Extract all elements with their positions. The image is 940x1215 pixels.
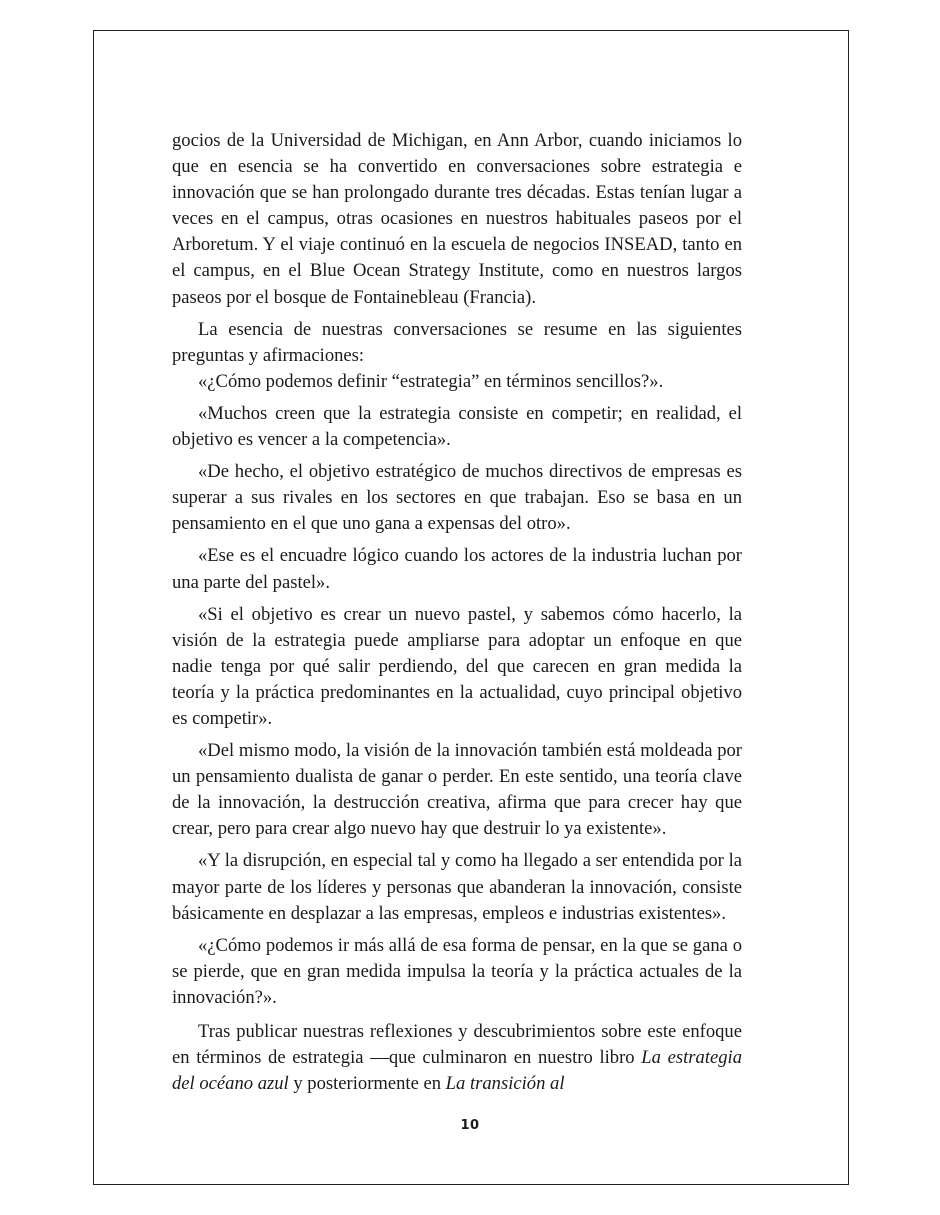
book-title: La estrategia del océano azul [172, 1047, 743, 1095]
paragraph: «Ese es el encuadre lógico cuando los actores de la industria luchan por una parte del pastel». [172, 545, 742, 593]
paragraph: «Del mismo modo, la visión de la innovación también está moldeada por un pensamiento dualista de ganar o perder. En este sentido, una teoría clave de la innovación, la destrucción creativa, afirma que para crecer hay que crear, pero para crear algo nuevo hay que destruir lo ya existente». [172, 740, 742, 840]
paragraph: «¿Cómo podemos ir más allá de esa forma de pensar, en la que se gana o se pierde, que en gran medida impulsa la teoría y la práctica actuales de la innovación?». [172, 934, 742, 1008]
text-run: Tras publicar nuestras reflexiones y descubrimientos sobre este enfoque en términos de estrategia —que culminaron en nuestro libro [172, 1021, 742, 1069]
paragraph: «¿Cómo podemos definir “estrategia” en términos sencillos?». [198, 370, 664, 392]
paragraph: «Muchos creen que la estrategia consiste en competir; en realidad, el objetivo es vencer a la competencia». [172, 402, 742, 451]
paragraph: «Y la disrupción, en especial tal y como ha llegado a ser entendida por la mayor parte de los líderes y personas que abanderan la innovación, consiste básicamente en desplazar a las empresas, empleos e industrias existentes». [172, 850, 742, 924]
paragraph: gocios de la Universidad de Michigan, en Ann Arbor, cuando iniciamos lo que en esencia se ha convertido en conversaciones sobre estrategia e innovación que se han prolongado durante tres décadas. Estas tenían lugar a veces en el campus, otras ocasiones en nuestros habituales paseos por el Arboretum. Y el viaje continuó en la escuela de negocios INSEAD, tanto en el campus, en el Blue Ocean Strategy Institute, como en nuestros largos paseos por el bosque de Fontainebleau (Francia). [172, 130, 742, 308]
body-text [172, 128, 742, 1097]
paragraph-last [172, 1019, 742, 1097]
paragraph: «Si el objetivo es crear un nuevo pastel, y sabemos cómo hacerlo, la visión de la estrategia puede ampliarse para adoptar un enfoque en que nadie tenga por qué salir perdiendo, del que carecen en gran medida la teoría y la práctica predominantes en la actualidad, cuyo principal objetivo es competir». [172, 603, 742, 729]
book-title: La transición al [445, 1073, 565, 1095]
text-run: y posteriormente en [288, 1073, 446, 1095]
paragraph: «De hecho, el objetivo estratégico de muchos directivos de empresas es superar a sus rivales en los sectores en que trabajan. Eso se basa en un pensamiento en el que uno gana a expensas del otro». [172, 461, 742, 535]
paragraph: La esencia de nuestras conversaciones se resume en las siguientes preguntas y afirmaciones: [172, 318, 742, 366]
page-number: 10 [460, 1118, 480, 1133]
